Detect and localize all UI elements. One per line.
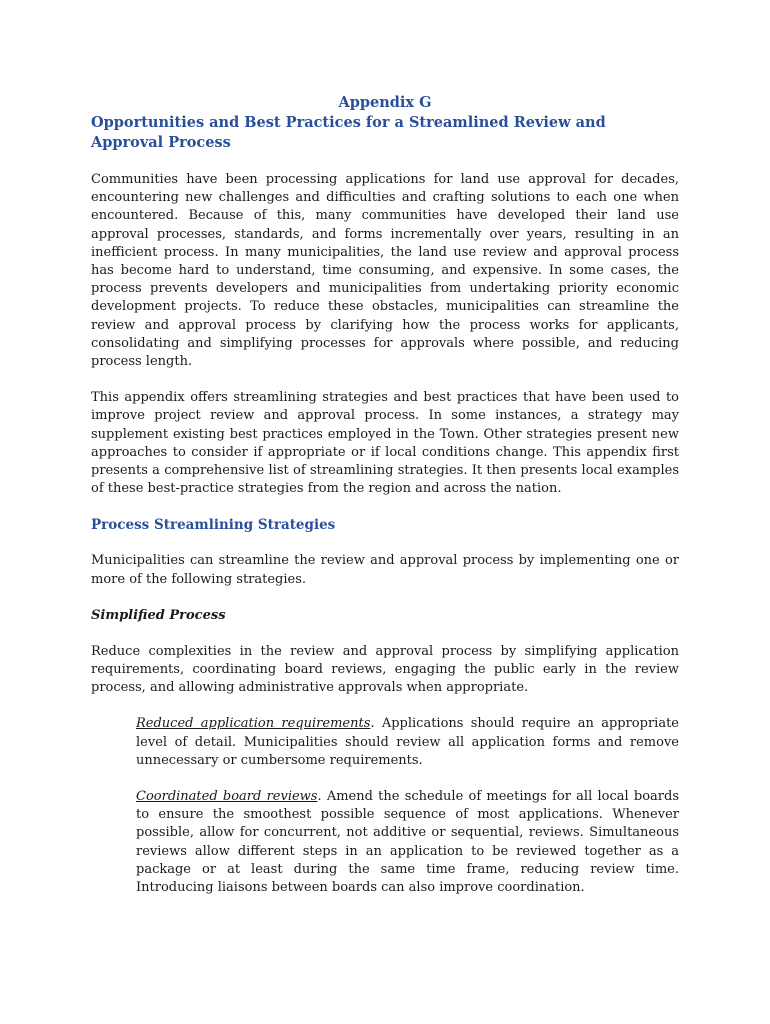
simplified-process-heading: Simplified Process	[91, 607, 226, 623]
strategy-term: Reduced application requirements	[136, 716, 371, 732]
section-intro: Municipalities can streamline the review and approval process by implementing one or more of the following strategies.	[91, 553, 679, 587]
page-title: Opportunities and Best Practices for a Streamlined Review and Approval Process	[91, 114, 606, 151]
strategy-item	[91, 715, 679, 770]
strategy-term: Coordinated board reviews	[136, 789, 318, 805]
appendix-label: Appendix G	[338, 94, 432, 111]
simplified-process-text: Reduce complexities in the review and approval process by simplifying application requirements, coordinating board reviews, engaging the public early in the review process, and allowing administrative approvals when appropriate.	[91, 643, 679, 696]
section-heading: Process Streamlining Strategies	[91, 517, 336, 534]
document-page	[91, 93, 679, 897]
strategy-item	[91, 788, 679, 897]
strategy-text: . Amend the schedule of meetings for all local boards to ensure the smoothest possible sequence of most applications. Whenever possible, allow for concurrent, not additive or sequential, reviews. Simultaneous reviews allow different steps in an application to be reviewed together as a package or at least during the same time frame, reducing review time. Introducing liaisons between boards can also improve coordination.	[136, 789, 679, 896]
intro-paragraph-2: This appendix offers streamlining strategies and best practices that have been used to improve project review and approval process. In some instances, a strategy may supplement existing best practices employed in the Town. Other strategies present new approaches to consider if appropriate or if local conditions change. This appendix first presents a comprehensive list of streamlining strategies. It then presents local examples of these best-practice strategies from the region and across the nation.	[91, 390, 679, 497]
strategy-text: . Applications should require an appropriate level of detail. Municipalities should review all application forms and remove unnecessary or cumbersome requirements.	[136, 716, 679, 768]
intro-paragraph-1: Communities have been processing applications for land use approval for decades, encountering new challenges and difficulties and crafting solutions to each one when encountered. Because of this, many communities have developed their land use approval processes, standards, and forms incrementally over years, resulting in an inefficient process. In many municipalities, the land use review and approval process has become hard to understand, time consuming, and expensive. In some cases, the process prevents developers and municipalities from undertaking priority economic development projects. To reduce these obstacles, municipalities can streamline the review and approval process by clarifying how the process works for applicants, consolidating and simplifying processes for approvals where possible, and reducing process length.	[91, 172, 679, 370]
